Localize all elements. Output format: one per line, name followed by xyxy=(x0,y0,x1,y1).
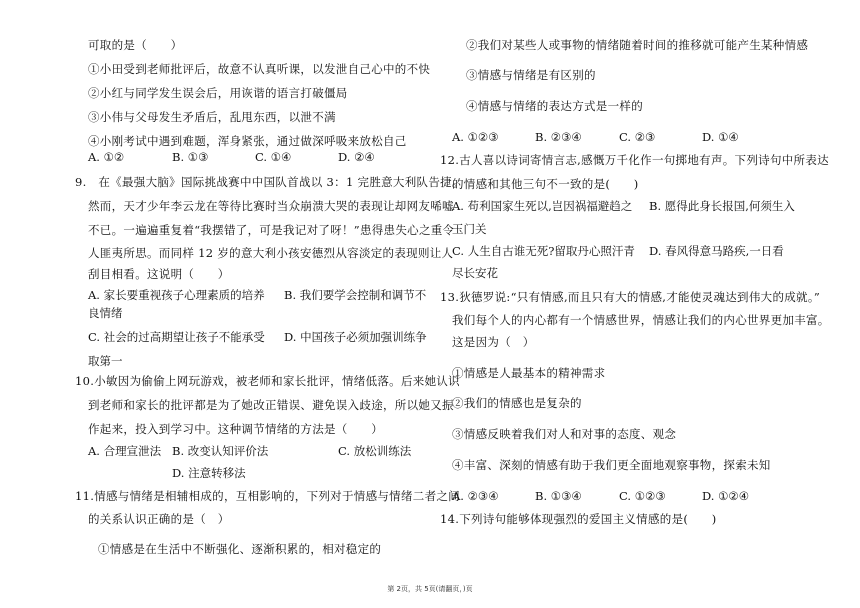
question-13-line: 我们每个人的内心都有一个情感世界，情感让我们的内心世界更加丰富。 xyxy=(452,313,830,327)
question-11-line: 11.情感与情绪是相辅相成的，互相影响的，下列对于情感与情绪二者之间 xyxy=(75,489,460,503)
answer-option-wrap: 良情绪 xyxy=(88,306,123,320)
question-9-line: 然而，天才少年李云龙在等待比赛时当众崩溃大哭的表现让却网友唏嘘 xyxy=(88,199,454,213)
answer-option: D. 中国孩子必须加强训练争 xyxy=(284,330,427,344)
answer-option: B. 我们要学会控制和调节不 xyxy=(284,288,427,302)
statement-item: ③情感与情绪是有区别的 xyxy=(466,68,596,82)
question-10-line: 到老师和家长的批评都是为了她改正错误、避免误入歧途，所以她又振 xyxy=(88,398,454,412)
statement-item: ④情感与情绪的表达方式是一样的 xyxy=(466,99,643,113)
statement-item: ③小伟与父母发生矛盾后，乱甩东西，以泄不满 xyxy=(88,110,336,124)
question-13-line: 这是因为（ ） xyxy=(452,335,535,349)
statement-item: ③情感反映着我们对人和对事的态度、观念 xyxy=(452,427,677,441)
answer-option: D. ①④ xyxy=(702,130,739,144)
answer-option-wrap: 玉门关 xyxy=(452,222,487,236)
page-footer: 第 2页，共 5页(请翻页，)页 xyxy=(387,585,473,593)
question-10-line: 作起来，投入到学习中。这种调节情绪的方法是（ ） xyxy=(88,422,383,436)
answer-option-wrap: 取第一 xyxy=(88,354,123,368)
answer-option: A. 家长要重视孩子心理素质的培养 xyxy=(88,288,265,302)
answer-option: B. ①③ xyxy=(172,150,209,164)
question-9-line: 9. 在《最强大脑》国际挑战赛中中国队首战以 3：1 完胜意大利队告捷。 xyxy=(75,175,464,189)
question-stem-continued: 可取的是（ ） xyxy=(88,38,183,52)
question-9-line: 不已。一遍遍重复着“我摆错了，可是我记对了呀！”患得患失心之重令 xyxy=(88,223,455,237)
question-13-line: 13.狄德罗说:“只有情感,而且只有大的情感,才能使灵魂达到伟大的成就。” xyxy=(440,290,821,304)
question-12-line: 的情感和其他三句不一致的是( ) xyxy=(452,177,639,191)
statement-item: ④小刚考试中遇到难题，浑身紧张，通过做深呼吸来放松自己 xyxy=(88,134,407,148)
question-14-line: 14.下列诗句能够体现强烈的爱国主义情感的是( ) xyxy=(440,512,717,526)
statement-item: ①小田受到老师批评后，故意不认真听课，以发泄自己心中的不快 xyxy=(88,62,431,76)
statement-item: ②我们对某些人或事物的情绪随着时间的推移就可能产生某种情感 xyxy=(466,38,809,52)
question-10-line: 10.小敏因为偷偷上网玩游戏，被老师和家长批评，情绪低落。后来她认识 xyxy=(75,374,460,388)
answer-option: D. 春风得意马路疾,一日看 xyxy=(649,244,784,258)
answer-option: C. ①④ xyxy=(255,150,292,164)
answer-option: B. ②③④ xyxy=(535,130,582,144)
answer-option: C. ②③ xyxy=(619,130,656,144)
question-9-line: 刮目相看。这说明（ ） xyxy=(88,267,230,281)
answer-option: A. 苟利国家生死以,岂因祸福避趋之 xyxy=(452,199,633,213)
answer-option: C. 人生自古谁无死?留取丹心照汗青 xyxy=(452,244,635,258)
answer-option-wrap: 尽长安花 xyxy=(452,266,498,280)
answer-option: C. 放松训练法 xyxy=(338,444,412,458)
answer-option: D. ①②④ xyxy=(702,489,750,503)
answer-option: A. ①② xyxy=(88,150,125,164)
question-9-line: 人匪夷所思。而同样 12 岁的意大利小孩安德烈从容淡定的表现则让人 xyxy=(88,246,454,260)
question-12-line: 12.古人喜以诗词寄情言志,感慨万千化作一句掷地有声。下列诗句中所表达 xyxy=(440,153,829,167)
answer-option: B. ①③④ xyxy=(535,489,582,503)
statement-item: ②我们的情感也是复杂的 xyxy=(452,396,582,410)
statement-item: ④丰富、深刻的情感有助于我们更全面地观察事物，探索未知 xyxy=(452,458,771,472)
statement-item: ①情感是在生活中不断强化、逐渐积累的，相对稳定的 xyxy=(98,542,382,556)
answer-option: C. ①②③ xyxy=(619,489,666,503)
answer-option: B. 愿得此身长报国,何须生入 xyxy=(649,199,795,213)
statement-item: ②小红与同学发生误会后，用诙谐的语言打破僵局 xyxy=(88,86,348,100)
answer-option: B. 改变认知评价法 xyxy=(172,444,269,458)
statement-item: ①情感是人最基本的精神需求 xyxy=(452,366,606,380)
question-11-line: 的关系认识正确的是（ ） xyxy=(88,512,230,526)
answer-option: A. 合理宣泄法 xyxy=(88,444,162,458)
answer-option: C. 社会的过高期望让孩子不能承受 xyxy=(88,330,265,344)
answer-option: D. ②④ xyxy=(338,150,375,164)
answer-option: A. ①②③ xyxy=(452,130,499,144)
answer-option: D. 注意转移法 xyxy=(172,466,246,480)
answer-option: A. ②③④ xyxy=(452,489,499,503)
